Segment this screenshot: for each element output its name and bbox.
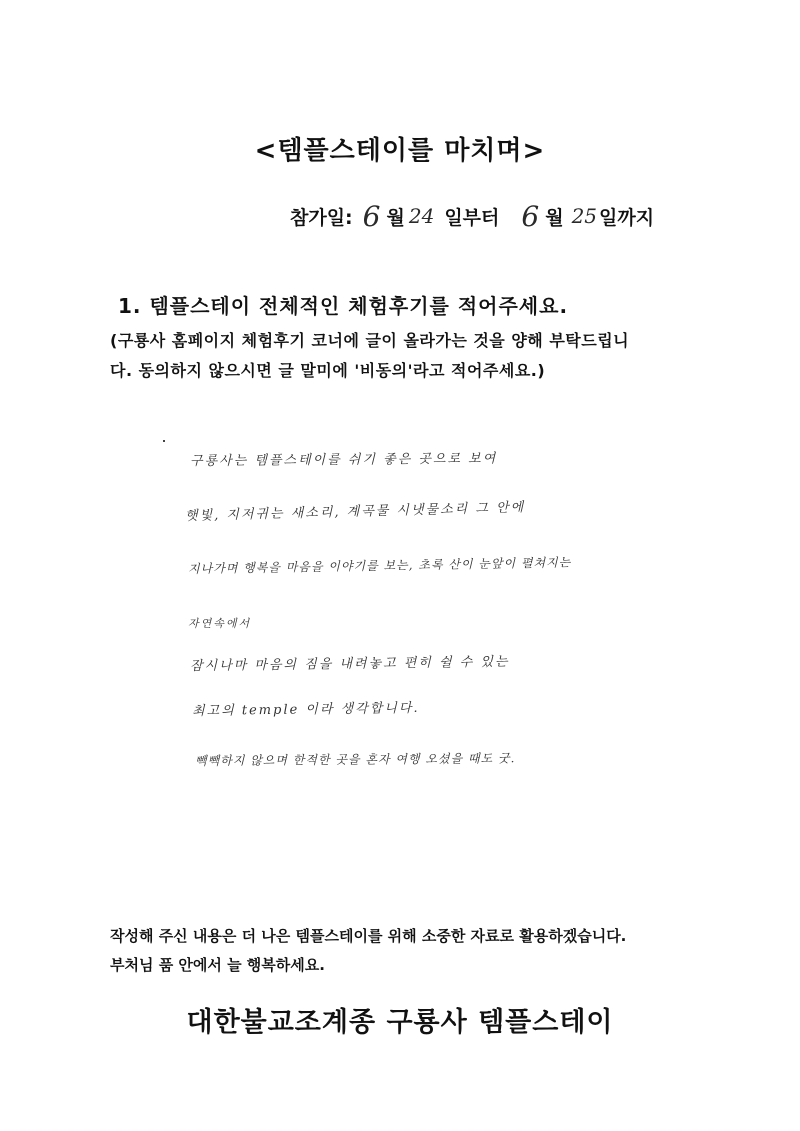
end-month: 6: [521, 199, 540, 233]
end-day: 25: [571, 204, 598, 228]
dates-label: 참가일:: [290, 206, 353, 229]
consent-note-line-2: 다. 동의하지 않으시면 글 말미에 '비동의'라고 적어주세요.): [110, 361, 546, 380]
handwritten-line-3: 지나가며 행복을 마음을 이야기를 보는, 초록 산이 눈앞이 펼쳐지는: [187, 555, 572, 576]
closing-line-2: 부처님 품 안에서 늘 행복하세요.: [110, 956, 325, 974]
pen-mark: [163, 440, 165, 442]
start-month: 6: [362, 199, 381, 233]
question-1: 1. 템플스테이 전체적인 체험후기를 적어주세요.: [118, 294, 569, 318]
handwritten-line-5: 잠시나마 마음의 짐을 내려놓고 편히 쉴 수 있는: [189, 654, 510, 674]
month-unit-1: 월: [386, 206, 405, 229]
handwritten-line-6: 최고의 temple 이라 생각합니다.: [191, 700, 420, 719]
month-unit-2: 월: [545, 206, 564, 229]
handwritten-line-7: 빽빽하지 않으며 한적한 곳을 혼자 여행 오셨을 때도 굿.: [194, 751, 516, 768]
consent-note-line-1: (구룡사 홈페이지 체험후기 코너에 글이 올라가는 것을 양해 부탁드립니: [110, 331, 630, 350]
handwritten-line-2: 햇빛, 지저귀는 새소리, 계곡물 시냇물소리 그 안에: [184, 500, 526, 524]
participation-dates: [290, 196, 658, 236]
page-title: <템플스테이를 마치며>: [254, 136, 546, 166]
handwritten-line-1: 구룡사는 템플스테이를 쉬기 좋은 곳으로 보여: [189, 451, 498, 469]
day-unit-2: 일까지: [599, 206, 655, 229]
closing-message: [110, 922, 626, 980]
handwritten-line-4: 자연속에서: [188, 617, 252, 630]
day-unit-1: 일부터: [444, 206, 500, 229]
consent-note: [110, 326, 710, 386]
start-day: 24: [408, 204, 435, 228]
organization-name: 대한불교조계종 구룡사 템플스테이: [186, 1007, 614, 1038]
closing-line-1: 작성해 주신 내용은 더 나은 템플스테이를 위해 소중한 자료로 활용하겠습니다.: [110, 927, 627, 945]
